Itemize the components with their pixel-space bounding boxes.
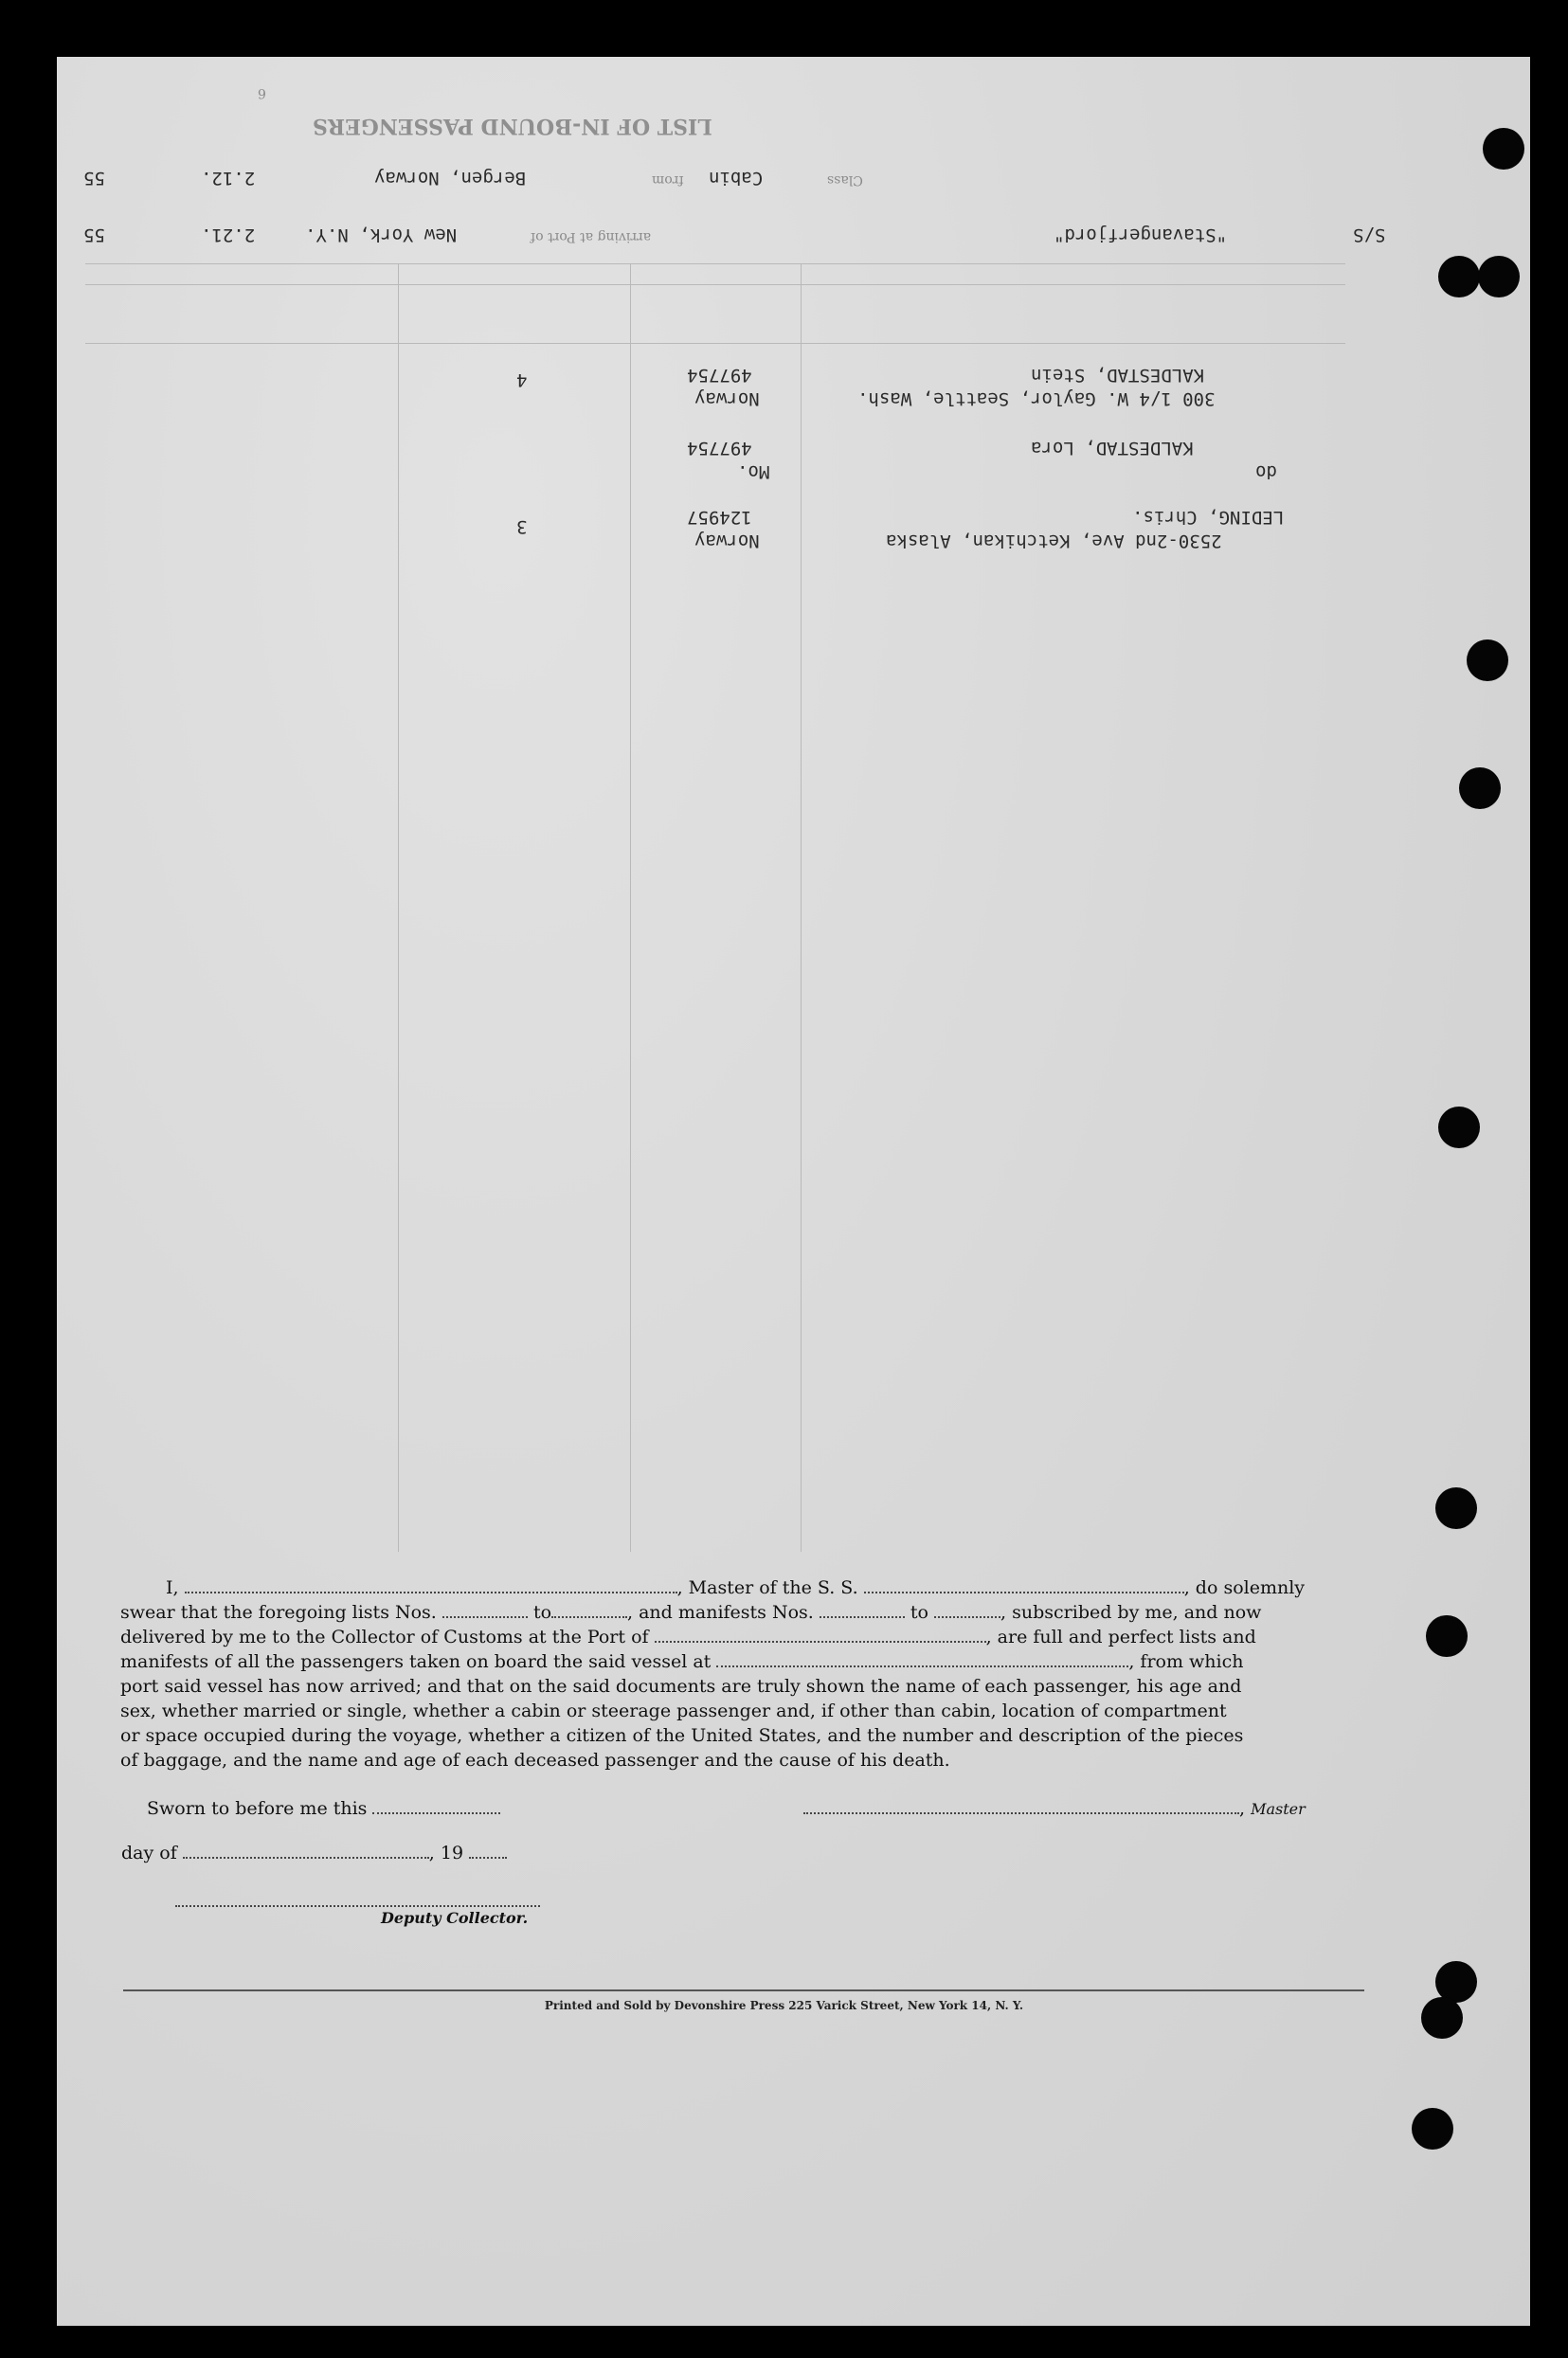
date-to: 2.21.	[201, 225, 256, 245]
passenger-country: Mo.	[737, 461, 770, 482]
punch-hole	[1478, 256, 1520, 297]
master-signature-line: , Master	[803, 1798, 1306, 1819]
date-from: 2.12.	[201, 168, 256, 189]
class-value: Cabin	[709, 168, 764, 189]
passenger-number: 497754	[687, 365, 752, 386]
arriving-label: arriving at Port of	[531, 229, 652, 244]
form-rule	[398, 263, 399, 1552]
passenger-number: 497754	[687, 438, 752, 459]
vessel-name: "Stavangerfjord"	[1054, 225, 1228, 245]
printer-imprint: Printed and Sold by Devonshire Press 225 Varick Street, New York 14, N. Y.	[544, 1999, 1024, 2012]
form-rule	[801, 263, 802, 1552]
oath-line: sex, whether married or single, whether a cabin or steerage passenger and, if other than cabin, location of compartment	[120, 1701, 1227, 1721]
sheet-mark: 6	[258, 85, 266, 100]
oath-line: I, , Master of the S. S. , do solemnly	[166, 1577, 1306, 1598]
passenger-address: 300 1/4 W. Gaylor, Seattle, Wash.	[857, 388, 1216, 409]
punch-hole	[1435, 1487, 1477, 1529]
sworn-line: Sworn to before me this	[147, 1798, 500, 1819]
document-sheet	[57, 57, 1530, 2326]
oath-line: or space occupied during the voyage, whether a citizen of the United States, and the number and description of the pieces	[120, 1725, 1244, 1746]
port-to: New York, N.Y.	[305, 225, 458, 245]
passenger-name: LEDING, Chris.	[1132, 507, 1285, 528]
punch-hole	[1483, 128, 1524, 170]
passenger-name: KALDESTAD, Lora	[1031, 438, 1194, 459]
list-title: LIST OF IN-BOUND PASSENGERS	[313, 114, 712, 138]
punch-hole	[1412, 2108, 1453, 2150]
punch-hole	[1467, 639, 1508, 681]
oath-line: port said vessel has now arrived; and that on the said documents are truly shown the name of each passenger, his age and	[120, 1676, 1242, 1697]
day-of-line: day of , 19	[121, 1843, 507, 1863]
oath-paragraph	[120, 1575, 1363, 1773]
oath-line: swear that the foregoing lists Nos. to , and manifests Nos. to , subscribed by me, and now	[120, 1602, 1262, 1623]
deputy-label: Deputy Collector.	[381, 1909, 529, 1927]
year-from: 55	[83, 168, 105, 189]
passenger-address: 2530-2nd Ave, Ketchikan, Alaska	[886, 531, 1222, 551]
passenger-address: do	[1255, 461, 1277, 482]
footer-rule	[123, 1989, 1364, 1991]
form-rule	[85, 284, 1345, 285]
punch-hole	[1459, 767, 1501, 809]
passenger-country: Norway	[694, 531, 760, 551]
passenger-country: Norway	[694, 388, 760, 409]
punch-hole	[1438, 256, 1480, 297]
passenger-mark: 3	[516, 516, 528, 537]
passenger-number: 124957	[687, 507, 752, 528]
form-rule	[630, 263, 631, 1552]
oath-line: manifests of all the passengers taken on board the said vessel at , from which	[120, 1651, 1244, 1672]
punch-hole	[1438, 1107, 1480, 1148]
port-from: Bergen, Norway	[374, 168, 527, 189]
year-to: 55	[83, 225, 105, 245]
vessel-prefix: S/S	[1353, 225, 1386, 245]
oath-line: of baggage, and the name and age of each deceased passenger and the cause of his death.	[120, 1750, 950, 1771]
from-label: from	[652, 172, 684, 188]
passenger-mark: 4	[516, 369, 528, 390]
punch-hole	[1426, 1615, 1468, 1657]
oath-line: delivered by me to the Collector of Customs at the Port of , are full and perfect lists and	[120, 1627, 1256, 1647]
form-rule	[85, 343, 1345, 344]
passenger-name: KALDESTAD, Stein	[1031, 365, 1205, 386]
master-label: Master	[1251, 1800, 1306, 1818]
form-rule	[85, 263, 1345, 264]
class-label: Class	[827, 172, 863, 188]
